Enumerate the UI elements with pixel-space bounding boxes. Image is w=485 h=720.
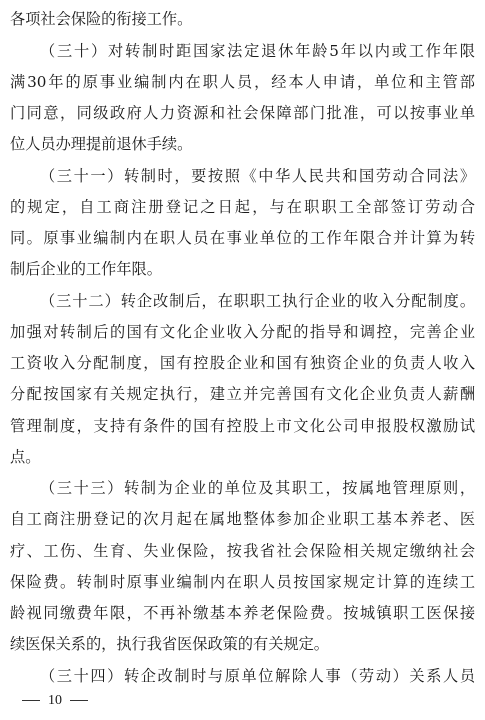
text-line: 的规定，自工商注册登记之日起，与在职职工全部签订劳动合 (10, 198, 475, 216)
text-line: 各项社会保险的衔接工作。 (10, 10, 193, 28)
text-line: 分配按国家有关规定执行，建立并完善国有文化企业负责人薪酬 (10, 385, 475, 403)
text-line: 保险费。转制时原事业编制内在职人员按国家规定计算的连续工 (10, 573, 475, 591)
footer-dash-left (22, 700, 40, 701)
text-line: 龄视同缴费年限，不再补缴基本养老保险费。按城镇职工医保接 (10, 604, 475, 622)
text-line: 制后企业的工作年限。 (10, 260, 162, 278)
section-31-line: （三十一）转制时，要按照《中华人民共和国劳动合同法》 (40, 167, 475, 185)
text-line: 同。原事业编制内在职人员在事业单位的工作年限合并计算为转 (10, 229, 475, 247)
section-33-line: （三十三）转制为企业的单位及其职工，按属地管理原则， (40, 479, 475, 497)
text-line: 自工商注册登记的次月起在属地整体参加企业职工基本养老、医 (10, 510, 475, 528)
section-34-line: （三十四）转企改制时与原单位解除人事（劳动）关系人员 (40, 667, 475, 685)
text-line: 续医保关系的，执行我省医保政策的有关规定。 (10, 635, 329, 653)
text-line: 点。 (10, 448, 41, 466)
text-line: 位人员办理提前退休手续。 (10, 135, 193, 153)
text-line: 管理制度，支持有条件的国有控股上市文化公司申报股权激励试 (10, 417, 475, 435)
text-line: 门同意，同级政府人力资源和社会保障部门批准，可以按事业单 (10, 104, 475, 122)
text-line: 满30年的原事业编制内在职人员，经本人申请，单位和主管部 (10, 73, 475, 91)
page-number: 10 (48, 693, 62, 708)
section-30-line: （三十）对转制时距国家法定退休年龄5年以内或工作年限 (40, 42, 475, 60)
page-footer (22, 692, 88, 710)
footer-dash-right (70, 700, 88, 701)
section-32-line: （三十二）转企改制后，在职职工执行企业的收入分配制度。 (40, 292, 475, 310)
text-line: 疗、工伤、生育、失业保险，按我省社会保险相关规定缴纳社会 (10, 542, 475, 560)
text-line: 工资收入分配制度，国有控股企业和国有独资企业的负责人收入 (10, 354, 475, 372)
text-line: 加强对转制后的国有文化企业收入分配的指导和调控，完善企业 (10, 323, 475, 341)
